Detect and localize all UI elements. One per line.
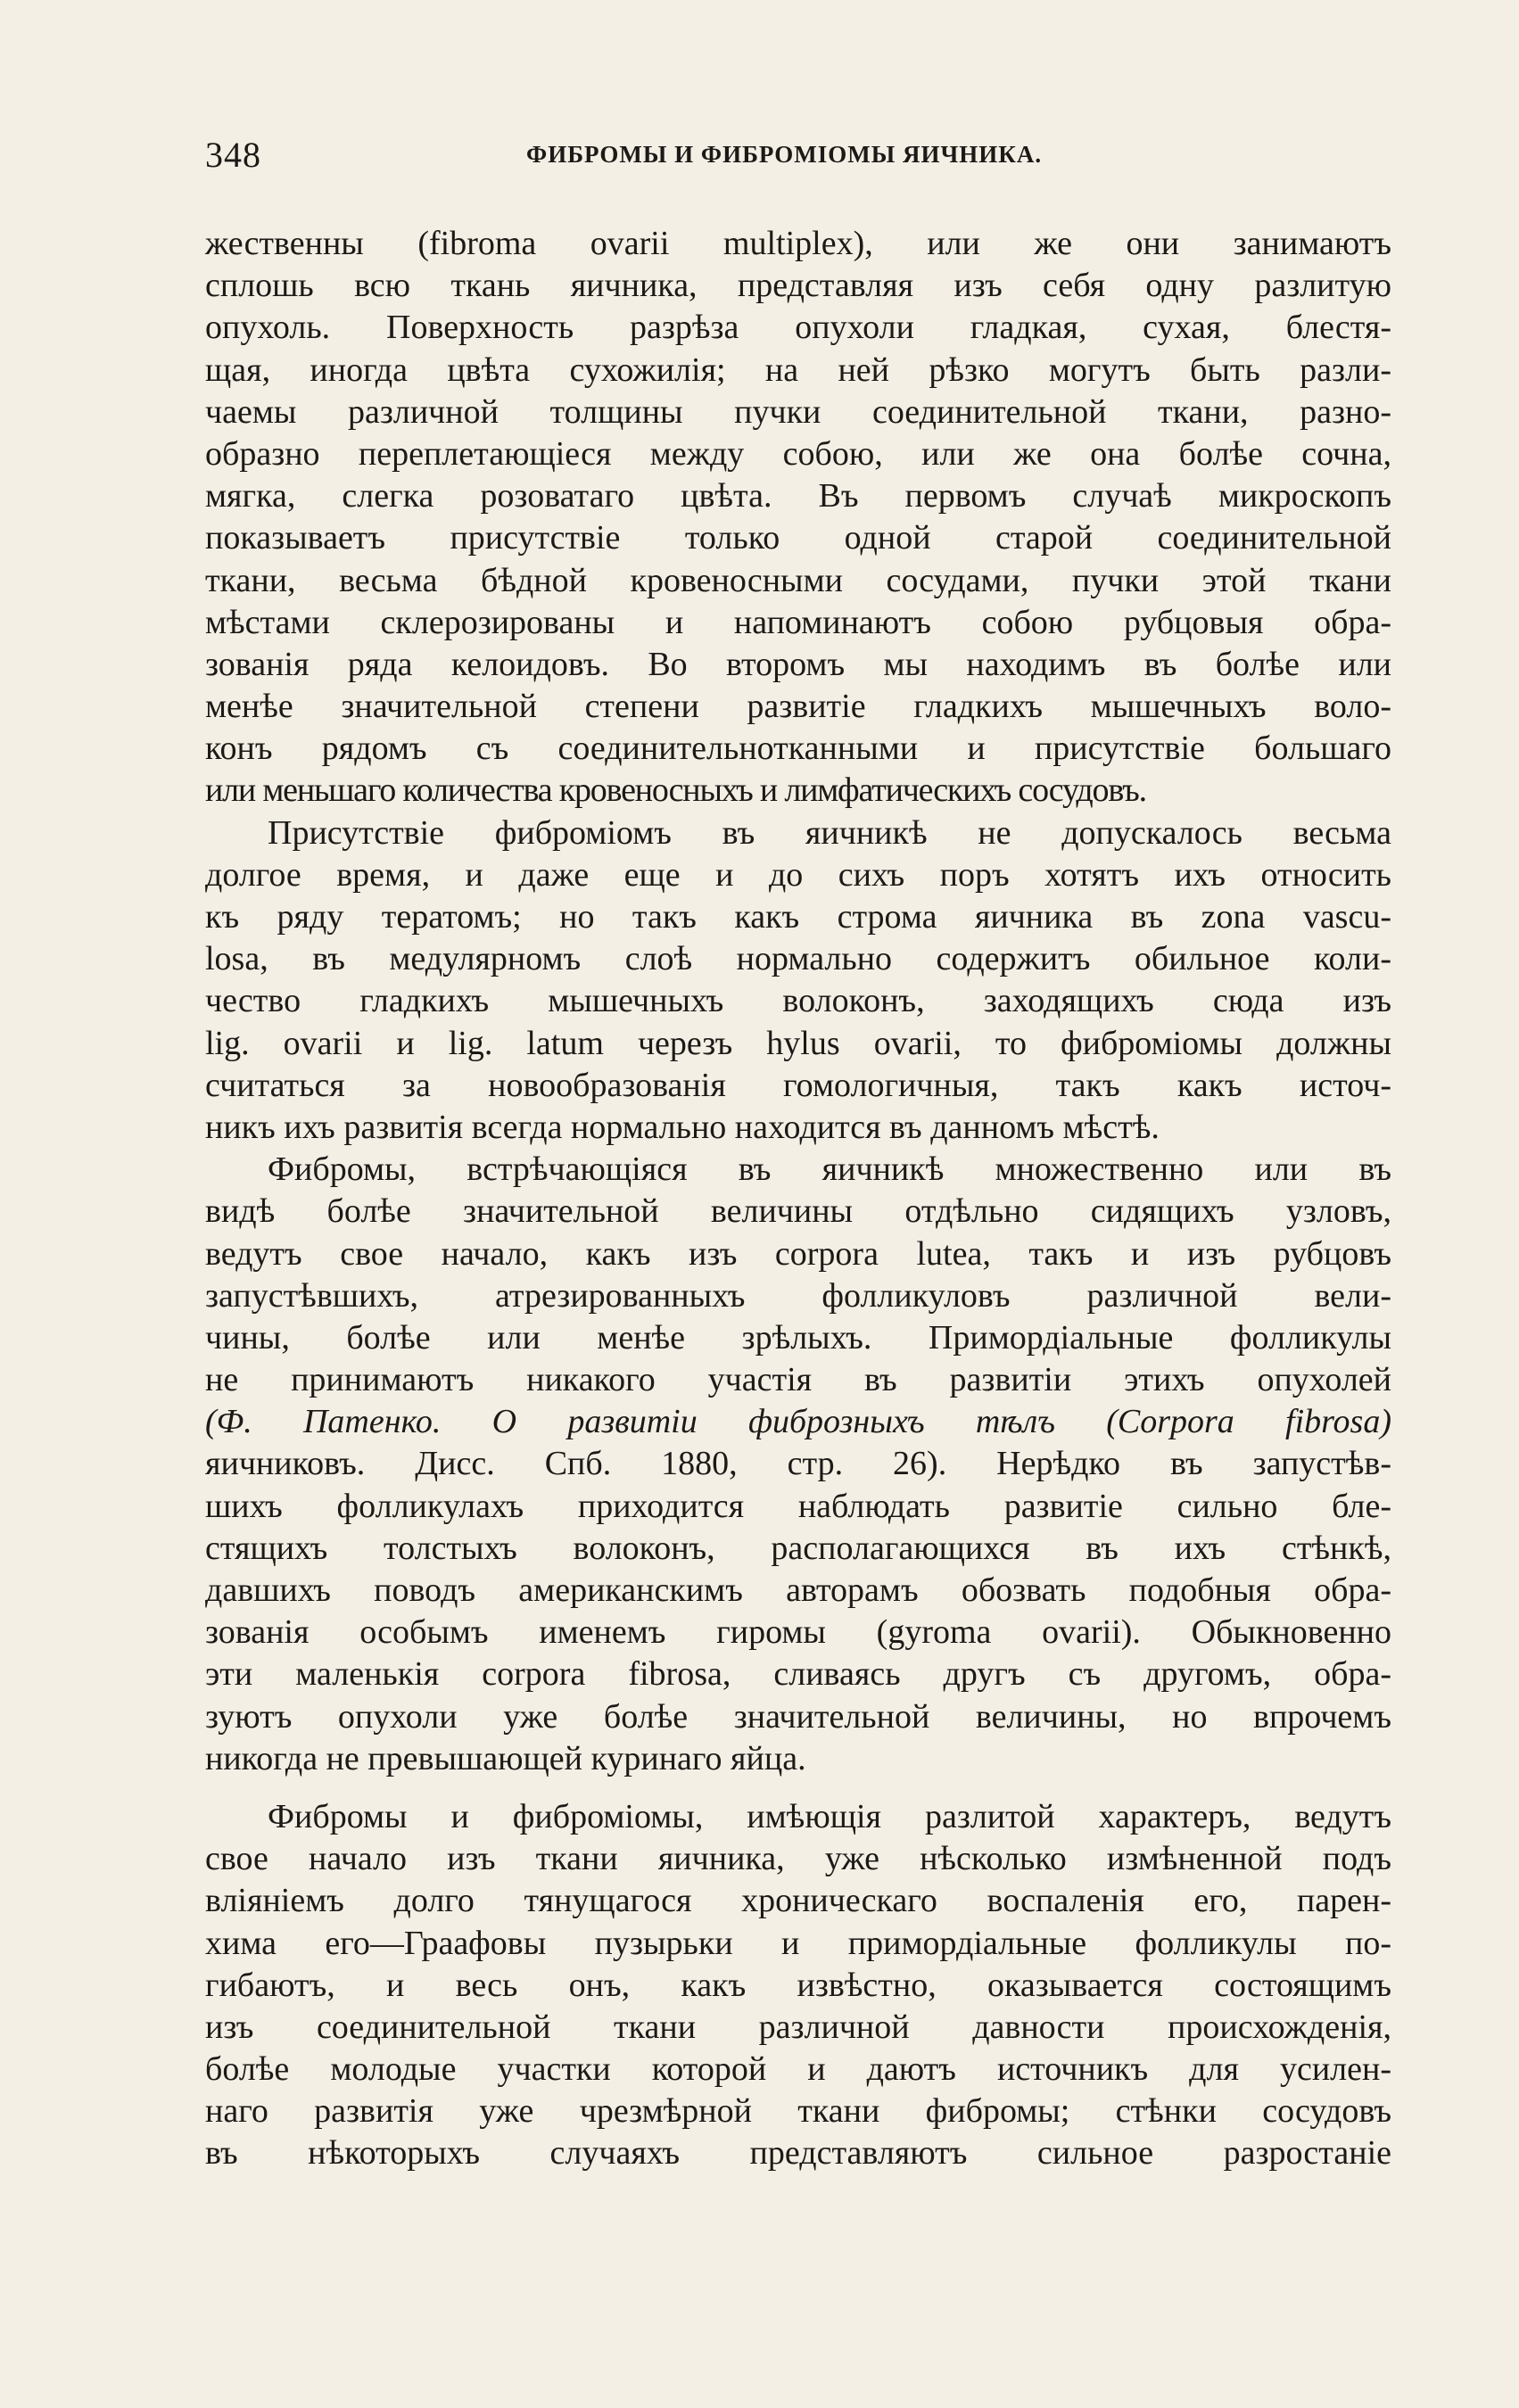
text-line: въ нѣкоторыхъ случаяхъ представляютъ сильное разростаніе xyxy=(205,2134,1391,2173)
text-line: къ ряду тератомъ; но такъ какъ строма яичника въ zona vascu- xyxy=(205,898,1391,936)
text-line: показываетъ присутствіе только одной старой соединительной xyxy=(205,519,1391,557)
text-line: ткани, весьма бѣдной кровеносными сосудами, пучки этой ткани xyxy=(205,561,1391,599)
text-line: болѣе молодые участки которой и даютъ источникъ для усилен- xyxy=(205,2050,1391,2089)
citation-line: (Ф. Патенко. О развитіи фиброзныхъ тѣлъ (Corpora fibrosa) xyxy=(205,1403,1391,1441)
text-line: свое начало изъ ткани яичника, уже нѣсколько измѣненной подъ xyxy=(205,1840,1391,1878)
text-line: зованія ряда келоидовъ. Во второмъ мы находимъ въ болѣе или xyxy=(205,645,1391,683)
text-line: мягка, слегка розоватаго цвѣта. Въ первомъ случаѣ микроскопъ xyxy=(205,477,1391,515)
text-line: не принимаютъ никакого участія въ развитіи этихъ опухолей xyxy=(205,1361,1391,1399)
text-line: чины, болѣе или менѣе зрѣлыхъ. Примордіальные фолликулы xyxy=(205,1318,1391,1357)
text-line: долгое время, и даже еще и до сихъ поръ хотятъ ихъ относить xyxy=(205,855,1391,894)
text-line: щая, иногда цвѣта сухожилія; на ней рѣзко могутъ быть разли- xyxy=(205,350,1391,389)
text-line: сплошь всю ткань яичника, представляя изъ себя одну разлитую xyxy=(205,267,1391,305)
text-line: зованія особымъ именемъ гиромы (gyroma ovarii). Обыкновенно xyxy=(205,1613,1391,1652)
text-line: изъ соединительной ткани различной давности происхожденія, xyxy=(205,2008,1391,2046)
text-line: чество гладкихъ мышечныхъ волоконъ, заходящихъ сюда изъ xyxy=(205,982,1391,1020)
text-line: Фибромы, встрѣчающіяся въ яичникѣ множественно или въ xyxy=(268,1150,1391,1189)
text-line: давшихъ поводъ американскимъ авторамъ обозвать подобныя обра- xyxy=(205,1571,1391,1609)
text-line: запустѣвшихъ, атрезированныхъ фолликуловъ различной вели- xyxy=(205,1276,1391,1315)
text-line: считаться за новообразованія гомологичныя, такъ какъ источ- xyxy=(205,1066,1391,1104)
text-line: шихъ фолликулахъ приходится наблюдать развитіе сильно бле- xyxy=(205,1487,1391,1525)
text-line: мѣстами склерозированы и напоминаютъ собою рубцовыя обра- xyxy=(205,603,1391,641)
text-line: никогда не превышающей куринаго яйца. xyxy=(205,1739,806,1777)
text-line: lig. ovarii и lig. latum черезъ hylus ovarii, то фибромiомы должны xyxy=(205,1024,1391,1062)
text-line: конъ рядомъ съ соединительнотканными и присутствіе большаго xyxy=(205,730,1391,768)
text-line: Присутствіе фибромiомъ въ яичникѣ не допускалось весьма xyxy=(268,813,1391,852)
text-line: зуютъ опухоли уже болѣе значительной величины, но впрочемъ xyxy=(205,1697,1391,1736)
text-line: гибаютъ, и весь онъ, какъ извѣстно, оказывается состоящимъ xyxy=(205,1966,1391,2004)
text-line: losa, въ медулярномъ слоѣ нормально содержитъ обильное коли- xyxy=(205,940,1391,978)
text-line: эти маленькія corpora fibrosa, сливаясь другъ съ другомъ, обра- xyxy=(205,1655,1391,1694)
running-head: ФИБРОМЫ И ФИБРОМІОМЫ ЯИЧНИКА. xyxy=(526,141,1043,168)
text-line: хима его—Граафовы пузырьки и примордіальные фолликулы по- xyxy=(205,1924,1391,1962)
text-line: чаемы различной толщины пучки соединительной ткани, разно- xyxy=(205,392,1391,431)
text-line: опухоль. Поверхность разрѣза опухоли гладкая, сухая, блестя- xyxy=(205,309,1391,347)
text-line: вліяніемъ долго тянущагося хроническаго воспаленія его, парен- xyxy=(205,1882,1391,1920)
page-number: 348 xyxy=(205,135,261,175)
body-text xyxy=(205,223,1391,2175)
text-line: образно переплетающіеся между собою, или же она болѣе сочна, xyxy=(205,434,1391,473)
text-line: ведутъ свое начало, какъ изъ corpora lutea, такъ и изъ рубцовъ xyxy=(205,1234,1391,1273)
text-line: менѣе значительной степени развитіе гладкихъ мышечныхъ воло- xyxy=(205,688,1391,726)
text-line: или меньшаго количества кровеносныхъ и лимфатическихъ сосудовъ. xyxy=(205,771,1146,810)
text-line: видѣ болѣе значительной величины отдѣльно сидящихъ узловъ, xyxy=(205,1192,1391,1231)
text-line: стящихъ толстыхъ волоконъ, располагающихся въ ихъ стѣнкѣ, xyxy=(205,1529,1391,1567)
page-header xyxy=(205,134,1365,178)
text-line: Фибромы и фибромiомы, имѣющія разлитой характеръ, ведутъ xyxy=(268,1797,1391,1835)
text-line: никъ ихъ развитія всегда нормально находится въ данномъ мѣстѣ. xyxy=(205,1108,1160,1146)
citation-line: яичниковъ. Дисс. Спб. 1880, стр. 26). Нерѣдко въ запустѣв- xyxy=(205,1445,1391,1483)
text-line: наго развитія уже чрезмѣрной ткани фибромы; стѣнки сосудовъ xyxy=(205,2092,1391,2131)
text-line: жественны (fibroma ovarii multiplex), или же они занимаютъ xyxy=(205,225,1391,262)
